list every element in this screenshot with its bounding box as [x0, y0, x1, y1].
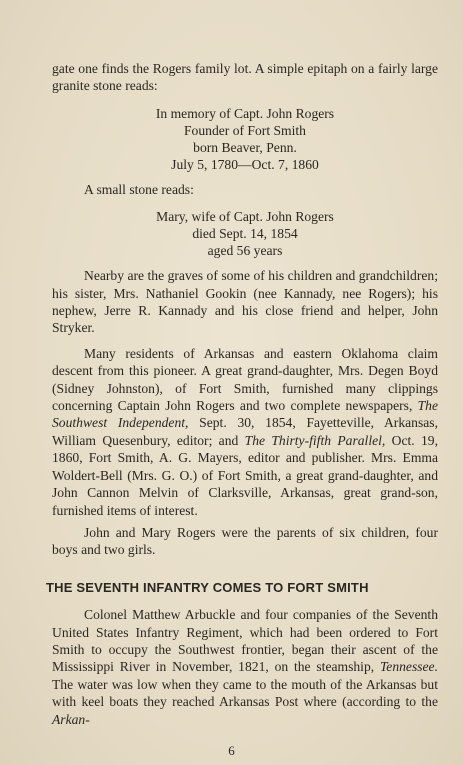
paragraph-children: John and Mary Rogers were the parents of six children, four boys and two girls.	[52, 524, 438, 558]
paragraph-nearby-graves: Nearby are the graves of some of his children and grandchildren; his sister, Mrs. Nathaniel Gookin (nee Kannady, nee Rogers); his nephew, Jerre R. Kannady and his close friend and helper, John Stryker.	[52, 268, 438, 336]
epitaph-line: July 5, 1780—Oct. 7, 1860	[171, 156, 319, 172]
continued-word: Arkan-	[52, 711, 90, 727]
section-heading: THE SEVENTH INFANTRY COMES TO FORT SMITH	[46, 579, 369, 595]
paragraph-seventh-infantry: Colonel Matthew Arbuckle and four companies of the Seventh United States Infantry Regiment, which had been ordered to Fort Smith to occupy the Southwest frontier, began their ascent of the Mississippi River in November, 1821, on the steamship, Tennessee. The water was low when they came to the mouth of the Arkansas but with keel boats they reached Arkansas Post where (according to the Arkan-	[52, 607, 438, 727]
newspaper-title: The Thirty-fifth Parallel,	[244, 432, 386, 448]
paragraph-small-stone: A small stone reads:	[84, 181, 194, 197]
ship-name: Tennessee.	[379, 659, 438, 675]
paragraph-rogers-lot: gate one finds the Rogers family lot. A simple epitaph on a fairly large granite stone reads:	[52, 61, 438, 94]
epitaph-line: aged 56 years	[207, 243, 283, 259]
epitaph-line: died Sept. 14, 1854	[192, 226, 298, 242]
page-text	[46, 60, 438, 728]
epitaph-line: Founder of Fort Smith	[184, 122, 306, 138]
newspaper-title: The Southwest Independent,	[52, 398, 438, 431]
epitaph-mary-rogers	[52, 208, 438, 259]
epitaph-line: In memory of Capt. John Rogers	[155, 105, 335, 121]
paragraph-descendants: Many residents of Arkansas and eastern Oklahoma claim descent from this pioneer. A great grand-daughter, Mrs. Degen Boyd (Sidney Johnston), of Fort Smith, furnished many clippings concerning Captain John Rogers and two complete newspapers, The Southwest Independent, Sept. 30, 1854, Fayetteville, Arkansas, William Quesenbury, editor; and The Thirty-fifth Parallel, Oct. 19, 1860, Fort Smith, A. G. Mayers, editor and publisher. Mrs. Emma Woldert-Bell (Mrs. G. O.) of Fort Smith, a great grand-daughter, and John Cannon Melvin of Clarksville, Arkansas, great grand-son, furnished items of interest.	[52, 345, 438, 518]
epitaph-line: born Beaver, Penn.	[193, 139, 297, 155]
page-number: 6	[228, 743, 235, 758]
epitaph-line: Mary, wife of Capt. John Rogers	[156, 209, 334, 225]
epitaph-john-rogers	[52, 105, 438, 173]
